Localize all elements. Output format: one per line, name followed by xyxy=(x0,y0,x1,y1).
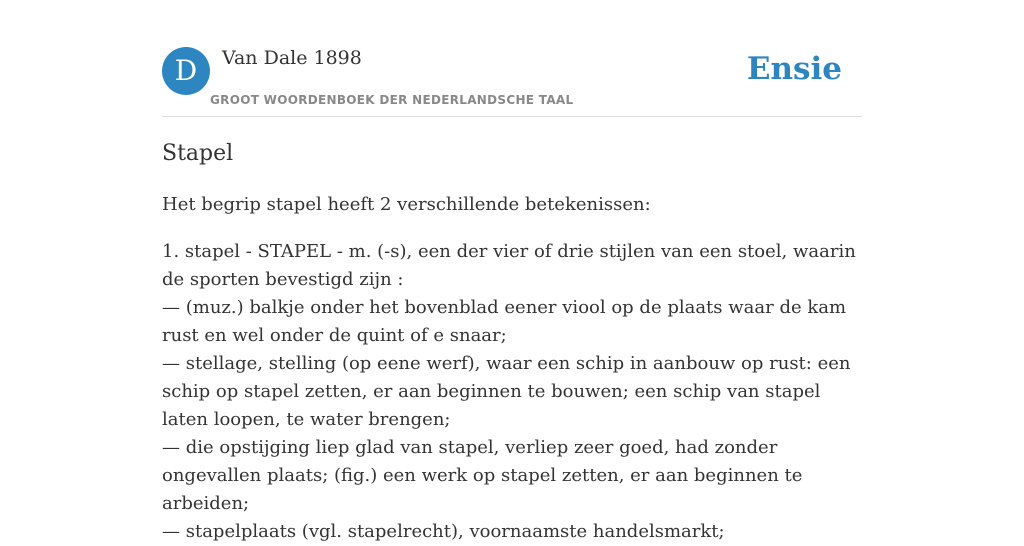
ensie-brand-link[interactable]: Ensie xyxy=(746,51,842,87)
page-title: Stapel xyxy=(162,141,234,166)
definition-line: — die opstijging liep glad van stapel, verliep zeer goed, had zonder ongevallen plaats; (fig.) een werk op stapel zetten, er aan beginnen te arbeiden; xyxy=(162,437,803,514)
article-intro: Het begrip stapel heeft 2 verschillende betekenissen: xyxy=(162,194,651,215)
definition-text xyxy=(162,238,862,546)
dictionary-name[interactable]: Van Dale 1898 xyxy=(222,47,362,69)
definition-line: — (muz.) balkje onder het bovenblad eener viool op de plaats waar de kam rust en wel onder de quint of e snaar; xyxy=(162,297,847,346)
definition-line: — stapelplaats (vgl. stapelrecht), voornaamste handelsmarkt; xyxy=(162,521,725,542)
dictionary-subtitle: GROOT WOORDENBOEK DER NEDERLANDSCHE TAAL xyxy=(210,93,574,107)
article-content xyxy=(162,138,862,546)
definition-line: — stellage, stelling (op eene werf), waar een schip in aanbouw op rust: een schip op stapel zetten, er aan beginnen te bouwen; een schip van stapel laten loopen, te water brengen; xyxy=(162,353,851,430)
site-header xyxy=(162,44,862,117)
definition-line: 1. stapel - STAPEL - m. (-s), een der vier of drie stijlen van een stoel, waarin de sporten bevestigd zijn : xyxy=(162,241,856,290)
dictionary-logo[interactable]: D xyxy=(162,47,210,95)
